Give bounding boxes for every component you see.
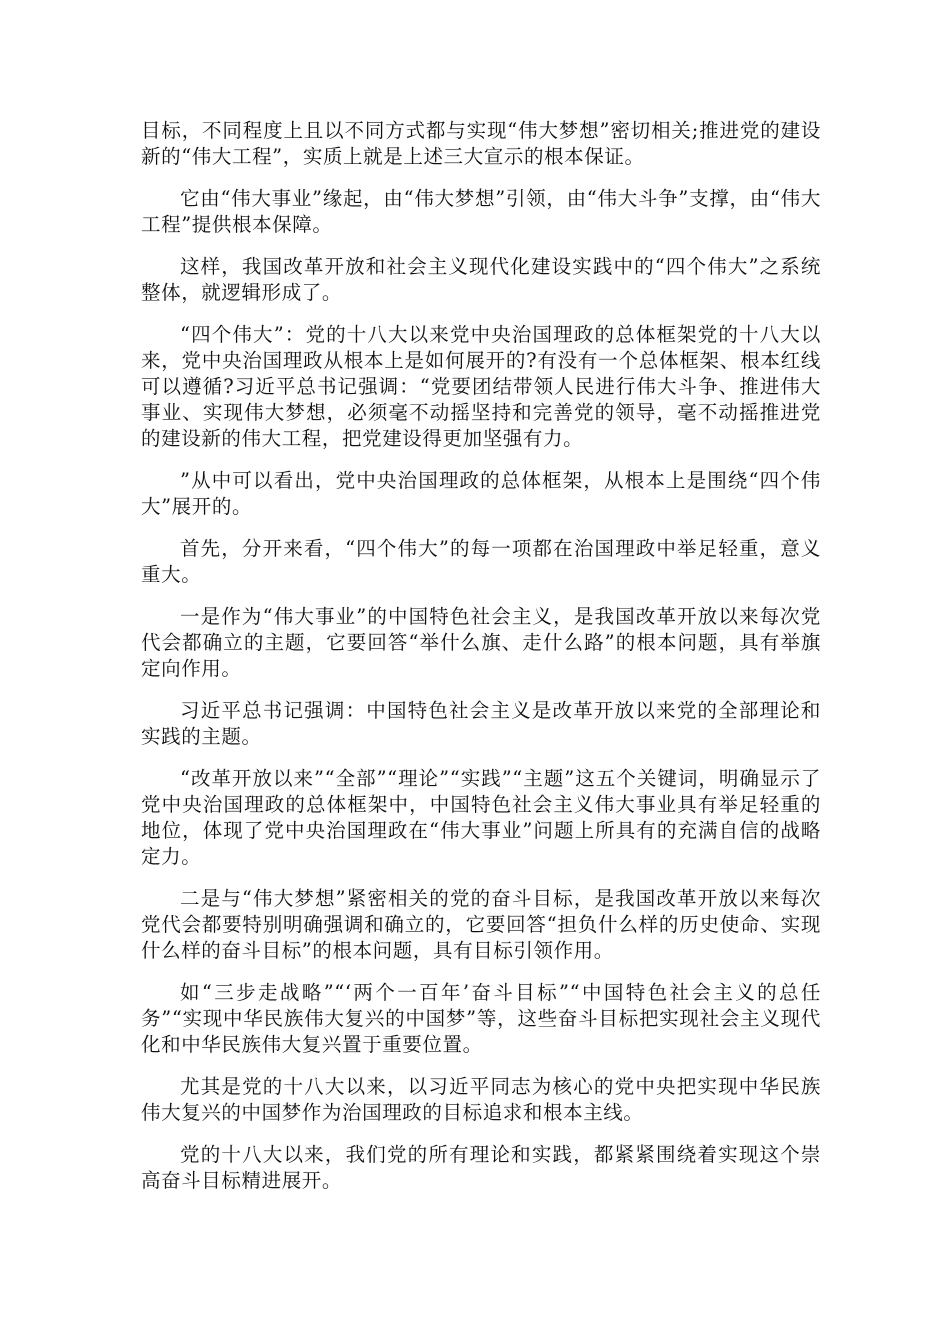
paragraph-11: 如“三步走战略”“‘两个一百年’奋斗目标”“中国特色社会主义的总任务”“实现中华民族伟大复兴的中国梦”等，这些奋斗目标把实现社会主义现代化和中华民族伟大复兴置于重要位置。 bbox=[141, 981, 821, 1056]
paragraph-10: 二是与“伟大梦想”紧密相关的党的奋斗目标，是我国改革开放以来每次党代会都要特别明确强调和确立的，它要回答“担负什么样的历史使命、实现什么样的奋斗目标”的根本问题，具有目标引领作用。 bbox=[141, 887, 821, 962]
paragraph-5: ”从中可以看出，党中央治国理政的总体框架，从根本上是围绕“四个伟大”展开的。 bbox=[141, 469, 821, 518]
document-body bbox=[141, 118, 821, 1210]
paragraph-6: 首先，分开来看，“四个伟大”的每一项都在治国理政中举足轻重，意义重大。 bbox=[141, 537, 821, 586]
paragraph-8: 习近平总书记强调：中国特色社会主义是改革开放以来党的全部理论和实践的主题。 bbox=[141, 699, 821, 748]
paragraph-7: 一是作为“伟大事业”的中国特色社会主义，是我国改革开放以来每次党代会都确立的主题，它要回答“举什么旗、走什么路”的根本问题，具有举旗定向作用。 bbox=[141, 605, 821, 680]
paragraph-13: 党的十八大以来，我们党的所有理论和实践，都紧紧围绕着实现这个崇高奋斗目标精进展开。 bbox=[141, 1143, 821, 1192]
paragraph-4: “四个伟大”：党的十八大以来党中央治国理政的总体框架党的十八大以来，党中央治国理政从根本上是如何展开的?有没有一个总体框架、根本红线可以遵循?习近平总书记强调：“党要团结带领人民进行伟大斗争、推进伟大事业、实现伟大梦想，必须毫不动摇坚持和完善党的领导，毫不动摇推进党的建设新的伟大工程，把党建设得更加坚强有力。 bbox=[141, 323, 821, 450]
paragraph-3: 这样，我国改革开放和社会主义现代化建设实践中的“四个伟大”之系统整体，就逻辑形成了。 bbox=[141, 255, 821, 304]
paragraph-9: “改革开放以来”“全部”“理论”“实践”“主题”这五个关键词，明确显示了党中央治国理政的总体框架中，中国特色社会主义伟大事业具有举足轻重的地位，体现了党中央治国理政在“伟大事业”问题上所具有的充满自信的战略定力。 bbox=[141, 767, 821, 868]
paragraph-2: 它由“伟大事业”缘起，由“伟大梦想”引领，由“伟大斗争”支撑，由“伟大工程”提供根本保障。 bbox=[141, 187, 821, 236]
paragraph-12: 尤其是党的十八大以来，以习近平同志为核心的党中央把实现中华民族伟大复兴的中国梦作为治国理政的目标追求和根本主线。 bbox=[141, 1075, 821, 1124]
paragraph-1: 目标，不同程度上且以不同方式都与实现“伟大梦想”密切相关;推进党的建设新的“伟大工程”，实质上就是上述三大宣示的根本保证。 bbox=[141, 119, 821, 168]
